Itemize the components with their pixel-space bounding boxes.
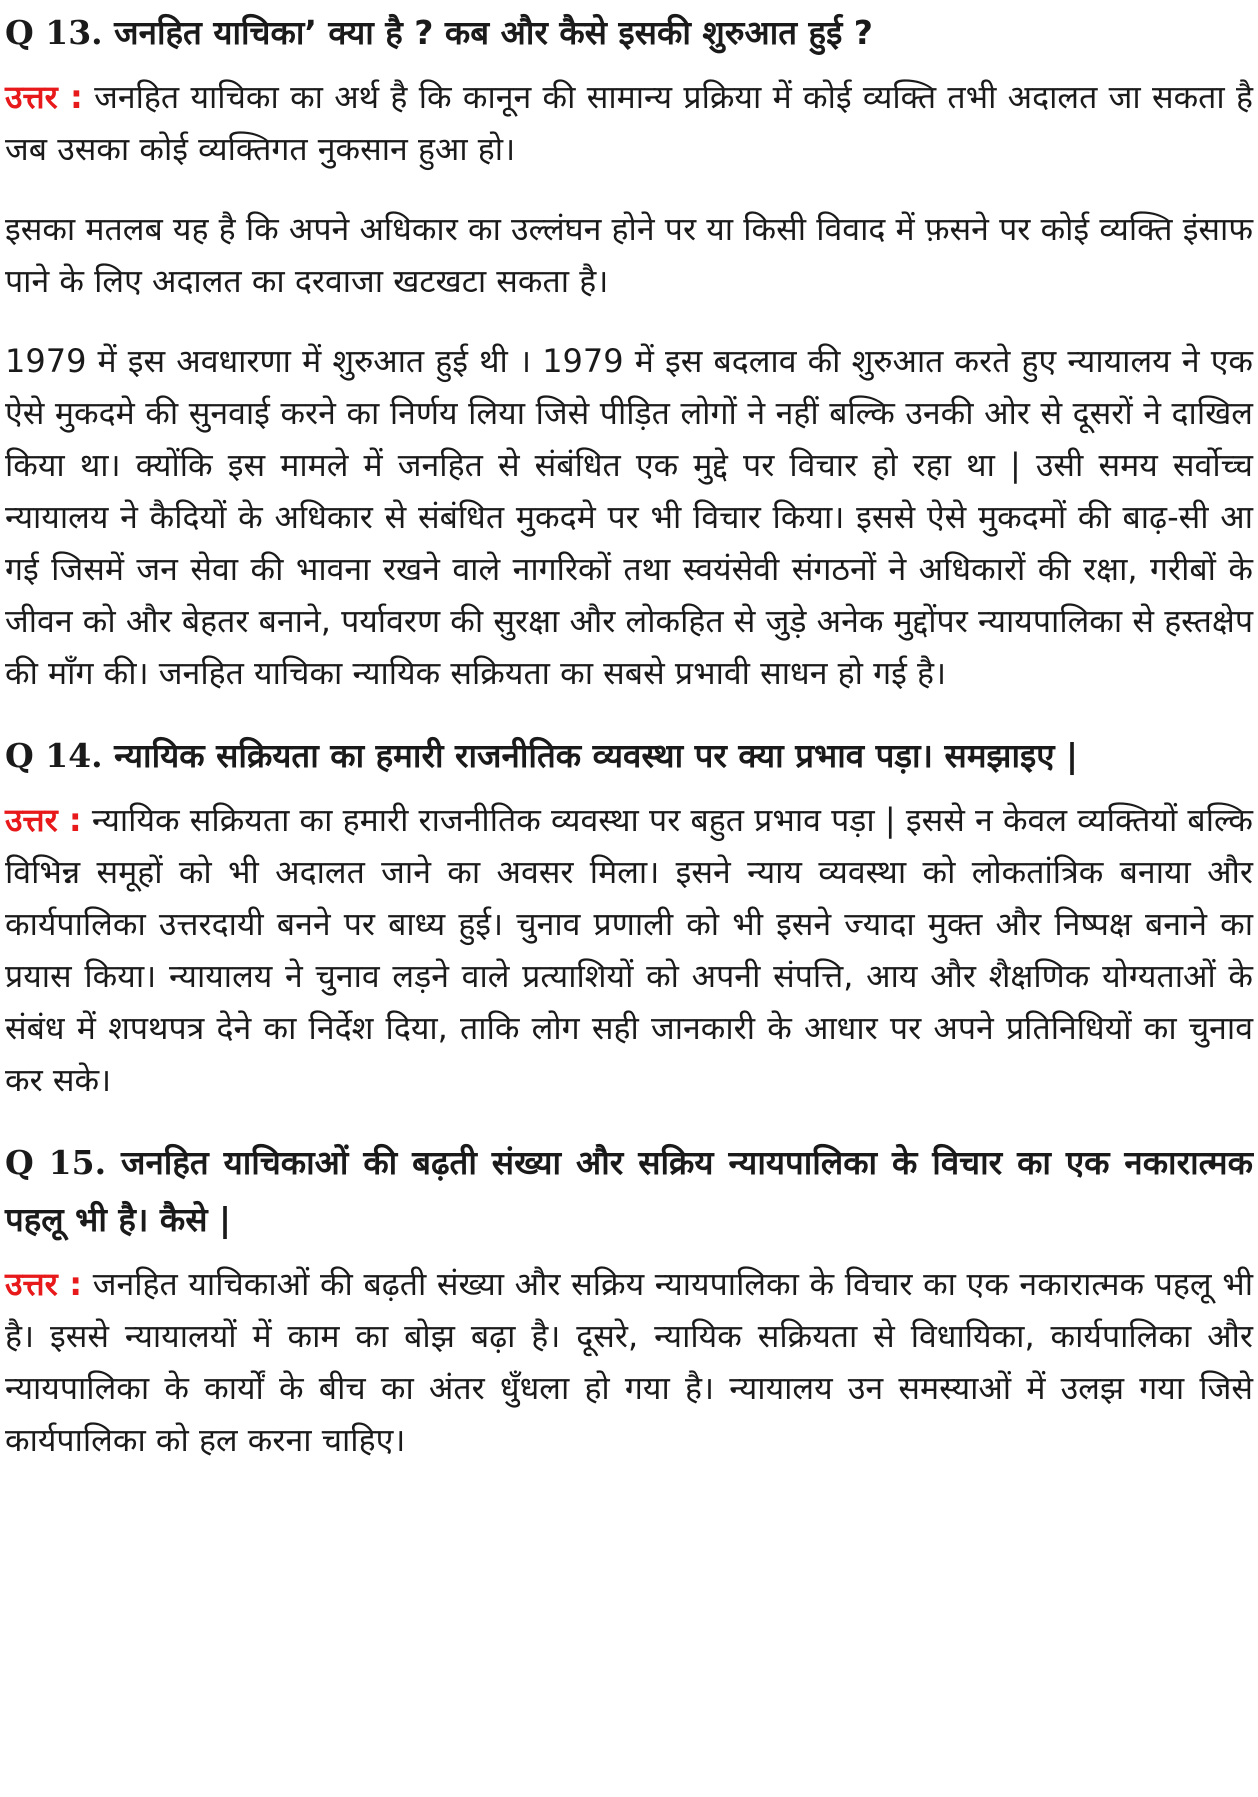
question-14-number: Q 14.: [5, 736, 103, 775]
answer-13-text-1: जनहित याचिका का अर्थ है कि कानून की सामान्य प्रक्रिया में कोई व्यक्ति तभी अदालत जा सकता है जब उसका कोई व्यक्तिगत नुकसान हुआ हो।: [5, 78, 1254, 168]
question-15-block: [5, 1134, 1253, 1466]
answer-15-paragraph-1: [5, 1258, 1253, 1466]
question-13-number: Q 13.: [5, 13, 103, 52]
answer-13-paragraph-2: [5, 203, 1253, 307]
answer-14-text-1: न्यायिक सक्रियता का हमारी राजनीतिक व्यवस्था पर बहुत प्रभाव पड़ा | इससे न केवल व्यक्तियों बल्कि विभिन्न समूहों को भी अदालत जाने का अवसर मिला। इसने न्याय व्यवस्था को लोकतांत्रिक बनाया और कार्यपालिका उत्तरदायी बनने पर बाध्य हुई। चुनाव प्रणाली को भी इसने ज्यादा मुक्त और निष्पक्ष बनाने का प्रयास किया। न्यायालय ने चुनाव लड़ने वाले प्रत्याशियों को अपनी संपत्ति, आय और शैक्षणिक योग्यताओं के संबंध में शपथपत्र देने का निर्देश दिया, ताकि लोग सही जानकारी के आधार पर अपने प्रतिनिधियों का चुनाव कर सके।: [5, 801, 1253, 1099]
answer-15-text-1: जनहित याचिकाओं की बढ़ती संख्या और सक्रिय न्यायपालिका के विचार का एक नकारात्मक पहलू भी है। इससे न्यायालयों में काम का बोझ बढ़ा है। दूसरे, न्यायिक सक्रियता से विधायिका, कार्यपालिका और न्यायपालिका के कार्यों के बीच का अंतर धुँधला हो गया है। न्यायालय उन समस्याओं में उलझ गया जिसे कार्यपालिका को हल करना चाहिए।: [5, 1265, 1253, 1459]
answer-14-paragraph-1: [5, 794, 1253, 1106]
answer-13-text-3: 1979 में इस अवधारणा में शुरुआत हुई थी । 1979 में इस बदलाव की शुरुआत करते हुए न्यायालय ने एक ऐसे मुकदमे की सुनवाई करने का निर्णय लिया जिसे पीड़ित लोगों ने नहीं बल्कि उनकी ओर से दूसरों ने दाखिल किया था। क्योंकि इस मामले में जनहित से संबंधित एक मुद्दे पर विचार हो रहा था | उसी समय सर्वोच्च न्यायालय ने कैदियों के अधिकार से संबंधित मुकदमे पर भी विचार किया। इससे ऐसे मुकदमों की बाढ़-सी आ गई जिसमें जन सेवा की भावना रखने वाले नागरिकों तथा स्वयंसेवी संगठनों ने अधिकारों की रक्षा, गरीबों के जीवन को और बेहतर बनाने, पर्यावरण की सुरक्षा और लोकहित से जुड़े अनेक मुद्दोंपर न्यायपालिका से हस्तक्षेप की माँग की। जनहित याचिका न्यायिक सक्रियता का सबसे प्रभावी साधन हो गई है।: [5, 342, 1253, 692]
question-13-heading: [5, 4, 1253, 61]
question-15-title: जनहित याचिकाओं की बढ़ती संख्या और सक्रिय न्यायपालिका के विचार का एक नकारात्मक पहलू भी है। कैसे |: [5, 1143, 1253, 1239]
question-13-block: [5, 4, 1253, 699]
answer-13-text-2: इसका मतलब यह है कि अपने अधिकार का उल्लंघन होने पर या किसी विवाद में फ़सने पर कोई व्यक्ति इंसाफ पाने के लिए अदालत का दरवाजा खटखटा सकता है।: [5, 210, 1253, 300]
question-13-title: जनहित याचिका’ क्या है ? कब और कैसे इसकी शुरुआत हुई ?: [114, 13, 873, 52]
question-14-heading: [5, 727, 1253, 784]
answer-13-label: उत्तर :: [5, 78, 83, 116]
answer-14-label: उत्तर :: [5, 801, 82, 839]
question-15-heading: [5, 1134, 1253, 1248]
question-14-title: न्यायिक सक्रियता का हमारी राजनीतिक व्यवस्था पर क्या प्रभाव पड़ा। समझाइए |: [114, 736, 1079, 775]
answer-13-paragraph-1: [5, 71, 1253, 175]
answer-13-paragraph-3: [5, 335, 1253, 699]
question-14-block: [5, 727, 1253, 1106]
answer-15-label: उत्तर :: [5, 1265, 83, 1303]
question-15-number: Q 15.: [5, 1143, 107, 1182]
